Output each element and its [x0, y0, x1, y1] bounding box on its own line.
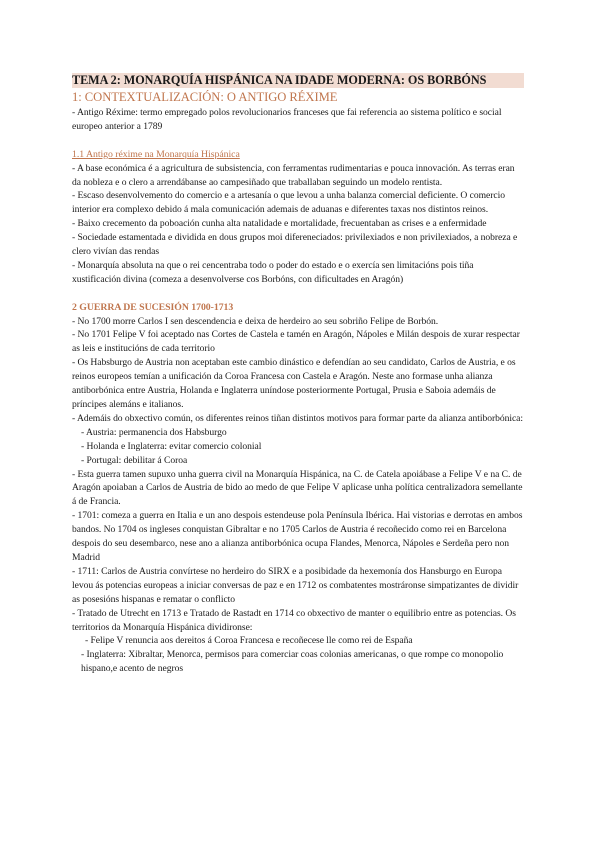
spacer	[72, 134, 524, 148]
bullet-monarchy: - Monarquía absoluta na que o rei cencentraba todo o poder do estado e o exercía sen limitacións pois tiña xustificación divina (comeza a desenvolverse cos Borbóns, con dificultades en Aragón)	[72, 259, 474, 285]
treaty-felipe-v: - Felipe V renuncia aos dereitos á Coroa Francesa e recoñecese lle como rei de España	[85, 635, 413, 647]
bullet-1711: - 1711: Carlos de Austria convírtese no herdeiro do SIRX e a posibidade da hexemonía dos Hansburgo en Europa levou ás potencias europeas a iniciar conversas de paz e en 1712 os combatentes mostráronse simpatizantes de dividir as posesións hispanas e rematar o conflicto	[72, 565, 519, 605]
motive-portugal: - Portugal: debilitar á Coroa	[81, 454, 188, 466]
bullet-commerce: - Escaso desenvolvemento do comercio e a artesanía o que levou a unha balanza comercial deficiente. O comercio interior era complexo debido á mala comunicación ademais de aduanas e diferentes taxas nos distintos reinos.	[72, 190, 505, 216]
bullet-treaties: - Tratado de Utrecht en 1713 e Tratado de Rastadt en 1714 co obxectivo de manter o equilibrio entre as potencias. Os territorios da Monarquía Hispánica dividironse:	[72, 607, 516, 633]
bullet-society: - Sociedade estamentada e dividida en dous grupos moi difereneciados: privilexiados e non privilexiados, a nobreza e clero vivían das rendas	[72, 232, 518, 258]
section-2-heading: 2 GUERRA DE SUCESIÓN 1700-1713	[72, 301, 234, 313]
bullet-1700: - No 1700 morre Carlos I sen descendencia e deixa de herdeiro ao seu sobriño Felipe de Borbón.	[72, 315, 439, 327]
bullet-motives: - Ademáis do obxectivo común, os diferentes reinos tiñan distintos motivos para formar parte da alianza antiborbónica:	[72, 412, 524, 424]
document-title: TEMA 2: MONARQUÍA HISPÁNICA NA IDADE MODERNA: OS BORBÓNS	[72, 73, 524, 88]
bullet-1701: - No 1701 Felipe V foi aceptado nas Cortes de Castela e tamén en Aragón, Nápoles e Milán despois de xurar respectar as leis e institucións de cada territorio	[72, 329, 520, 355]
bullet-civil-war: - Esta guerra tamen supuxo unha guerra civil na Monarquía Hispánica, na C. de Catela apoiábase a Felipe V e na C. de Aragón apoiaban a Carlos de Austria de bido ao medo de que Felipe V aplicase unha política centralizadora semellante á de Francia.	[72, 468, 523, 508]
document-body	[72, 73, 524, 676]
bullet-habsburgo: - Os Habsburgo de Austria non aceptaban este cambio dinástico e defendían ao seu candidato, Carlos de Austria, e os reinos europeos temían a unificación da Coroa Francesa con Castela e Aragón. Neste ano formase unha alianza antiborbónica entre Austria, Holanda e Inglaterra uníndose posteriormente Portugal, Prusia e Saboia ademáis de príncipes alemáns e italianos.	[72, 357, 516, 410]
motive-holanda-inglaterra: - Holanda e Inglaterra: evitar comercio colonial	[81, 440, 262, 452]
bullet-economy: - A base económica é a agricultura de subsistencia, con ferramentas rudimentarias e pouca innovación. As terras eran da nobleza e o clero a arrendábanse ao campesiñado que traballaban seguindo un modelo rentista.	[72, 162, 515, 188]
paragraph-antigo-rexime: - Antigo Réxime: termo empregado polos revolucionarios franceses que fai referencia ao sistema político e social europeo anterior a 1789	[72, 107, 502, 132]
motive-austria: - Austria: permanencia dos Habsburgo	[81, 426, 227, 438]
spacer	[72, 287, 524, 301]
treaty-inglaterra: - Inglaterra: Xibraltar, Menorca, permisos para comerciar coas colonias americanas, o que rompe co monopolio hispano,e acento de negros	[81, 649, 504, 675]
bullet-1701-war: - 1701: comeza a guerra en Italia e un ano despois estendeuse pola Península Ibérica. Hai vistorias e derrotas en ambos bandos. No 1704 os ingleses conquistan Gibraltar e no 1705 Carlos de Austria é recoñecido como rei en Barcelona despois do seu desembarco, nese ano a alianza antiborbónica ocupa Flandes, Menorca, Nápoles e Serdeña pero non Madrid	[72, 510, 523, 563]
subsection-1-1-heading: 1.1 Antigo réxime na Monarquía Hispánica	[72, 148, 240, 160]
section-1-heading: 1: CONTEXTUALIZACIÓN: O ANTIGO RÉXIME	[72, 90, 338, 104]
bullet-population: - Baixo crecemento da poboación cunha alta natalidade e mortalidade, frecuentaban as crises e a enfermidade	[72, 218, 487, 230]
